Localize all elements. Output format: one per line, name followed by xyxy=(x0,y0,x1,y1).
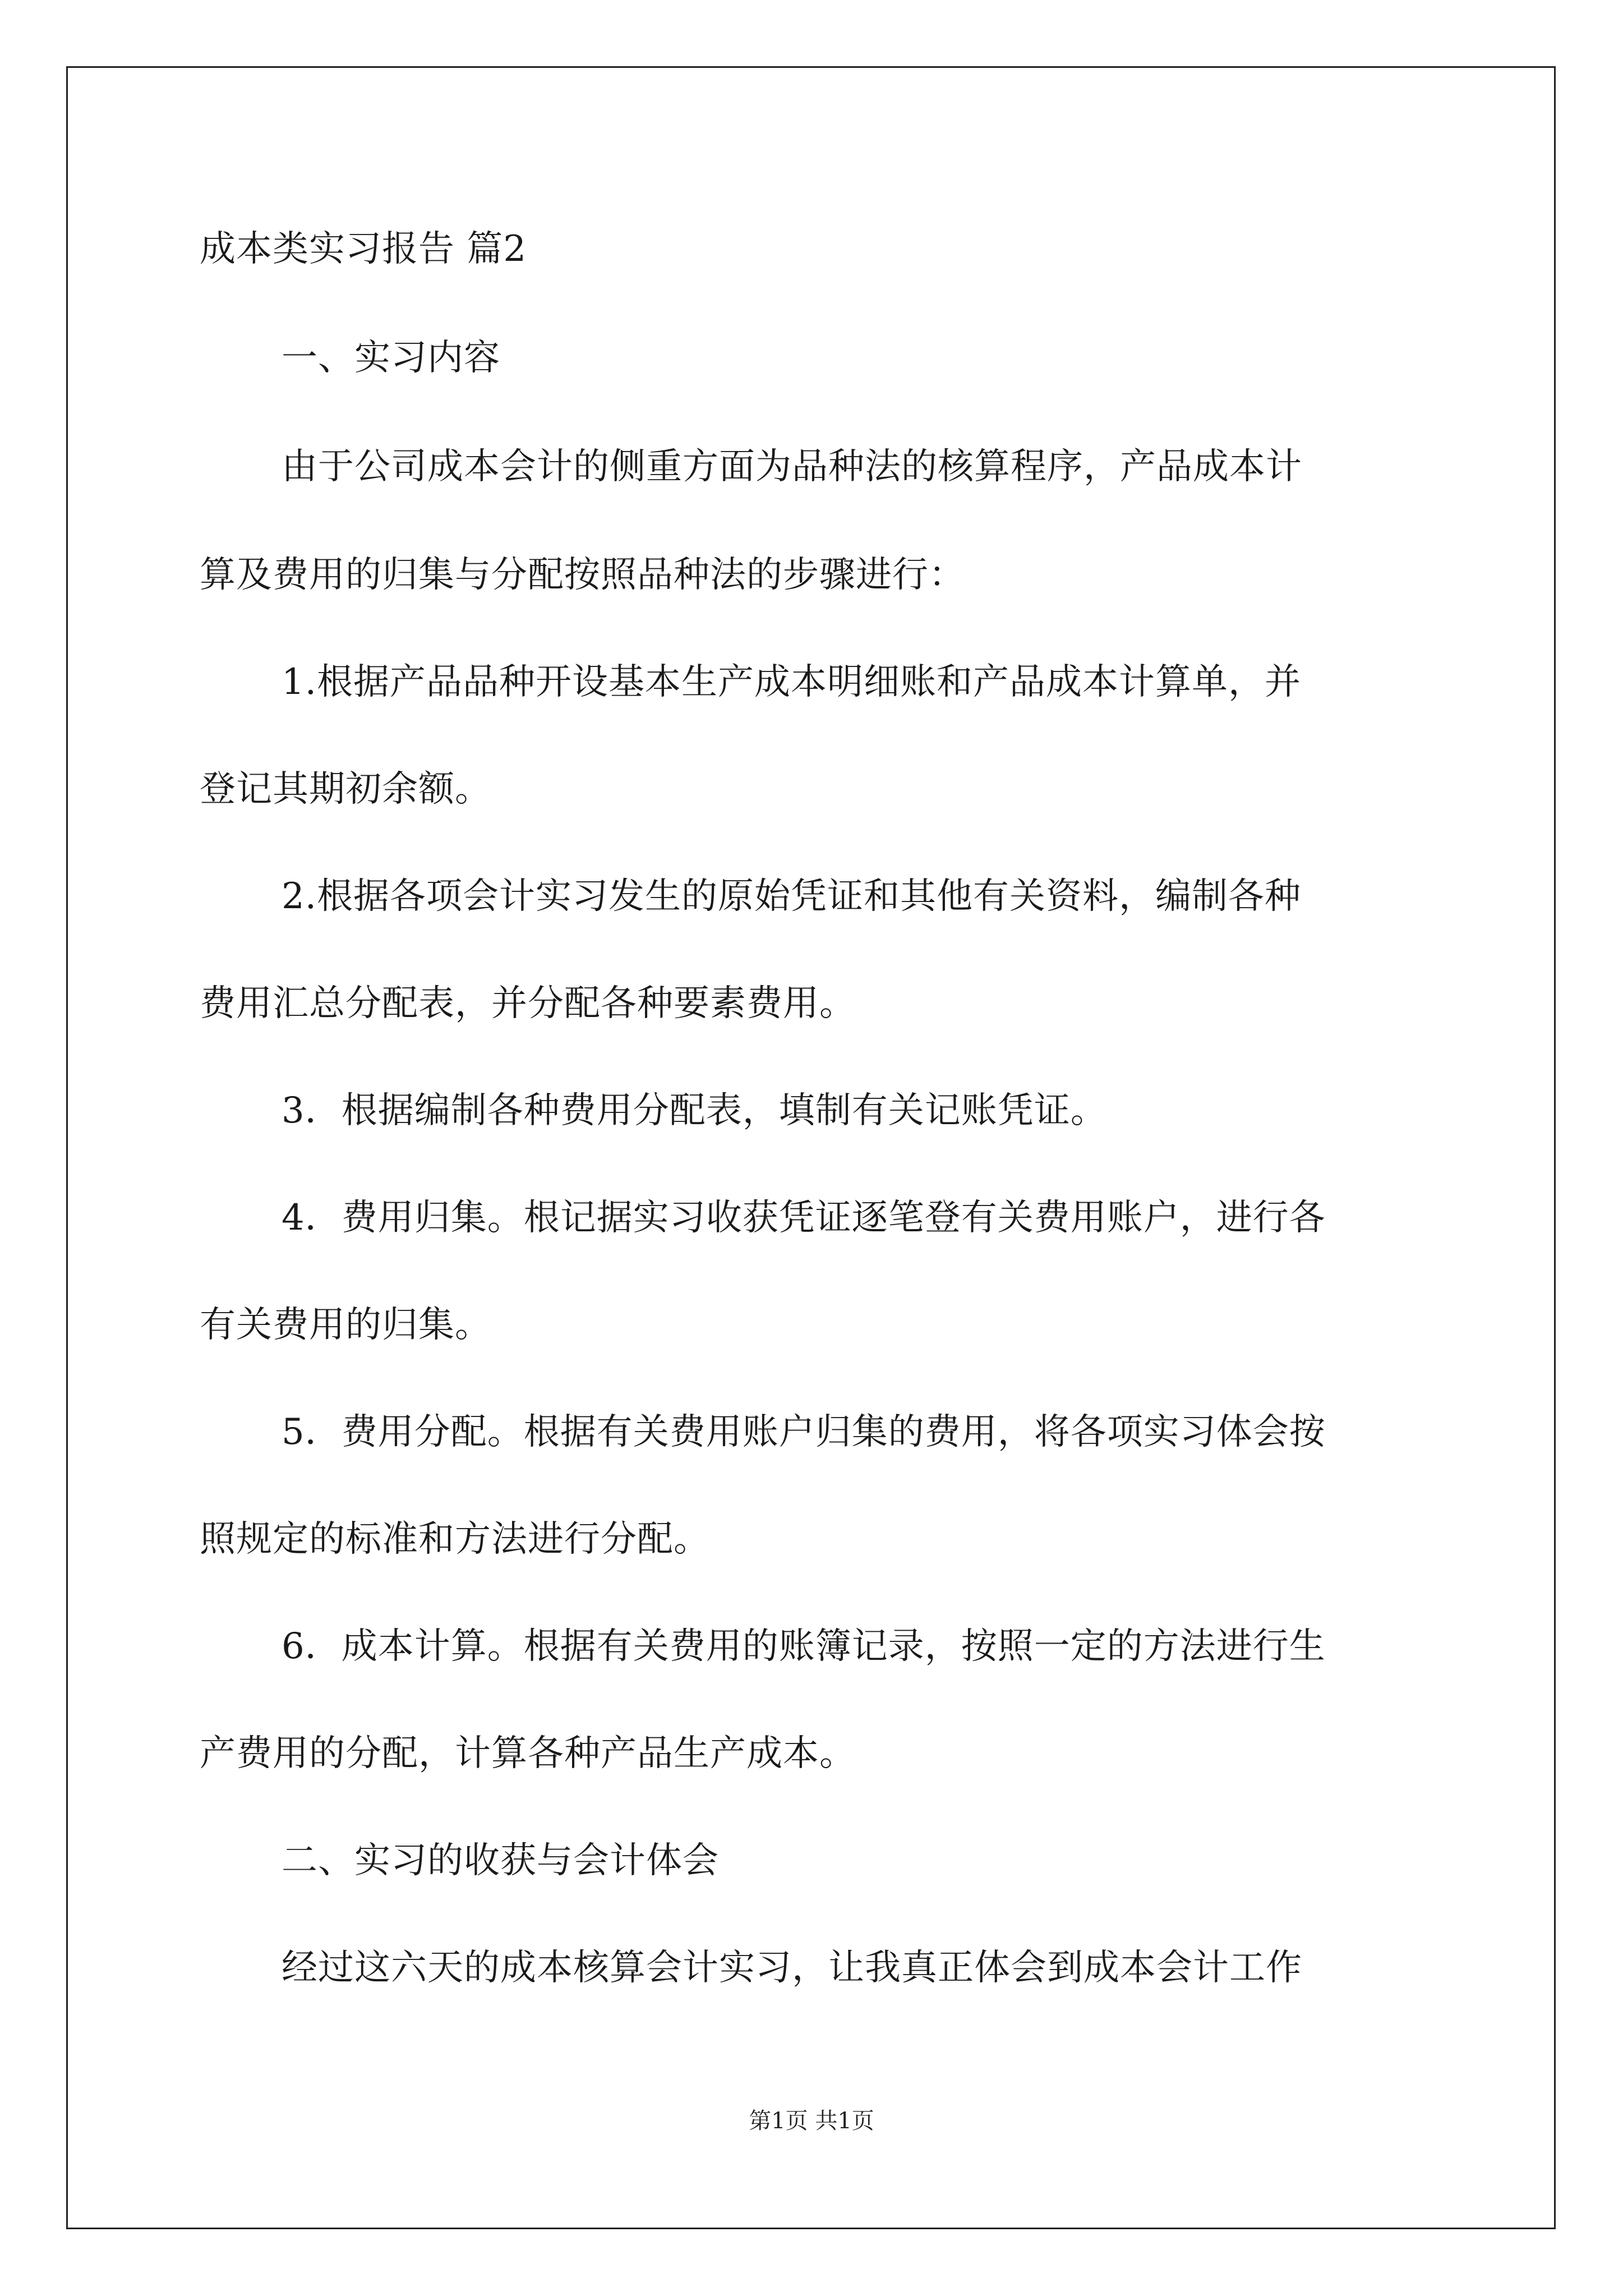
list-item-2-line: 2.根据各项会计实习发生的原始凭证和其他有关资料，编制各种 xyxy=(282,876,1302,917)
paragraph-line: 算及费用的归集与分配按照品种法的步骤进行： xyxy=(200,554,965,596)
list-item-4-line: 有关费用的归集。 xyxy=(200,1304,491,1346)
section-heading-1: 一、实习内容 xyxy=(282,337,500,379)
page-footer: 第1页 共1页 xyxy=(749,2108,874,2134)
list-item-5-line: 照规定的标准和方法进行分配。 xyxy=(200,1519,710,1560)
page-border xyxy=(66,66,1556,2229)
list-item-5-line: 5．费用分配。根据有关费用账户归集的费用，将各项实习体会按 xyxy=(282,1411,1326,1453)
paragraph-line: 经过这六天的成本核算会计实习，让我真正体会到成本会计工作 xyxy=(282,1947,1302,1989)
list-item-6-line: 6．成本计算。根据有关费用的账簿记录，按照一定的方法进行生 xyxy=(282,1626,1326,1667)
list-item-6-line: 产费用的分配，计算各种产品生产成本。 xyxy=(200,1733,856,1774)
section-heading-2: 二、实习的收获与会计体会 xyxy=(282,1840,719,1881)
paragraph-line: 由于公司成本会计的侧重方面为品种法的核算程序，产品成本计 xyxy=(282,446,1302,487)
document-title: 成本类实习报告 篇2 xyxy=(200,228,527,270)
list-item-4-line: 4．费用归集。根记据实习收获凭证逐笔登有关费用账户，进行各 xyxy=(282,1197,1326,1239)
list-item-2-line: 费用汇总分配表，并分配各种要素费用。 xyxy=(200,983,856,1024)
list-item-1-line: 1.根据产品品种开设基本生产成本明细账和产品成本计算单，并 xyxy=(282,661,1302,703)
list-item-1-line: 登记其期初余额。 xyxy=(200,769,491,810)
list-item-3-line: 3．根据编制各种费用分配表，填制有关记账凭证。 xyxy=(282,1090,1107,1131)
